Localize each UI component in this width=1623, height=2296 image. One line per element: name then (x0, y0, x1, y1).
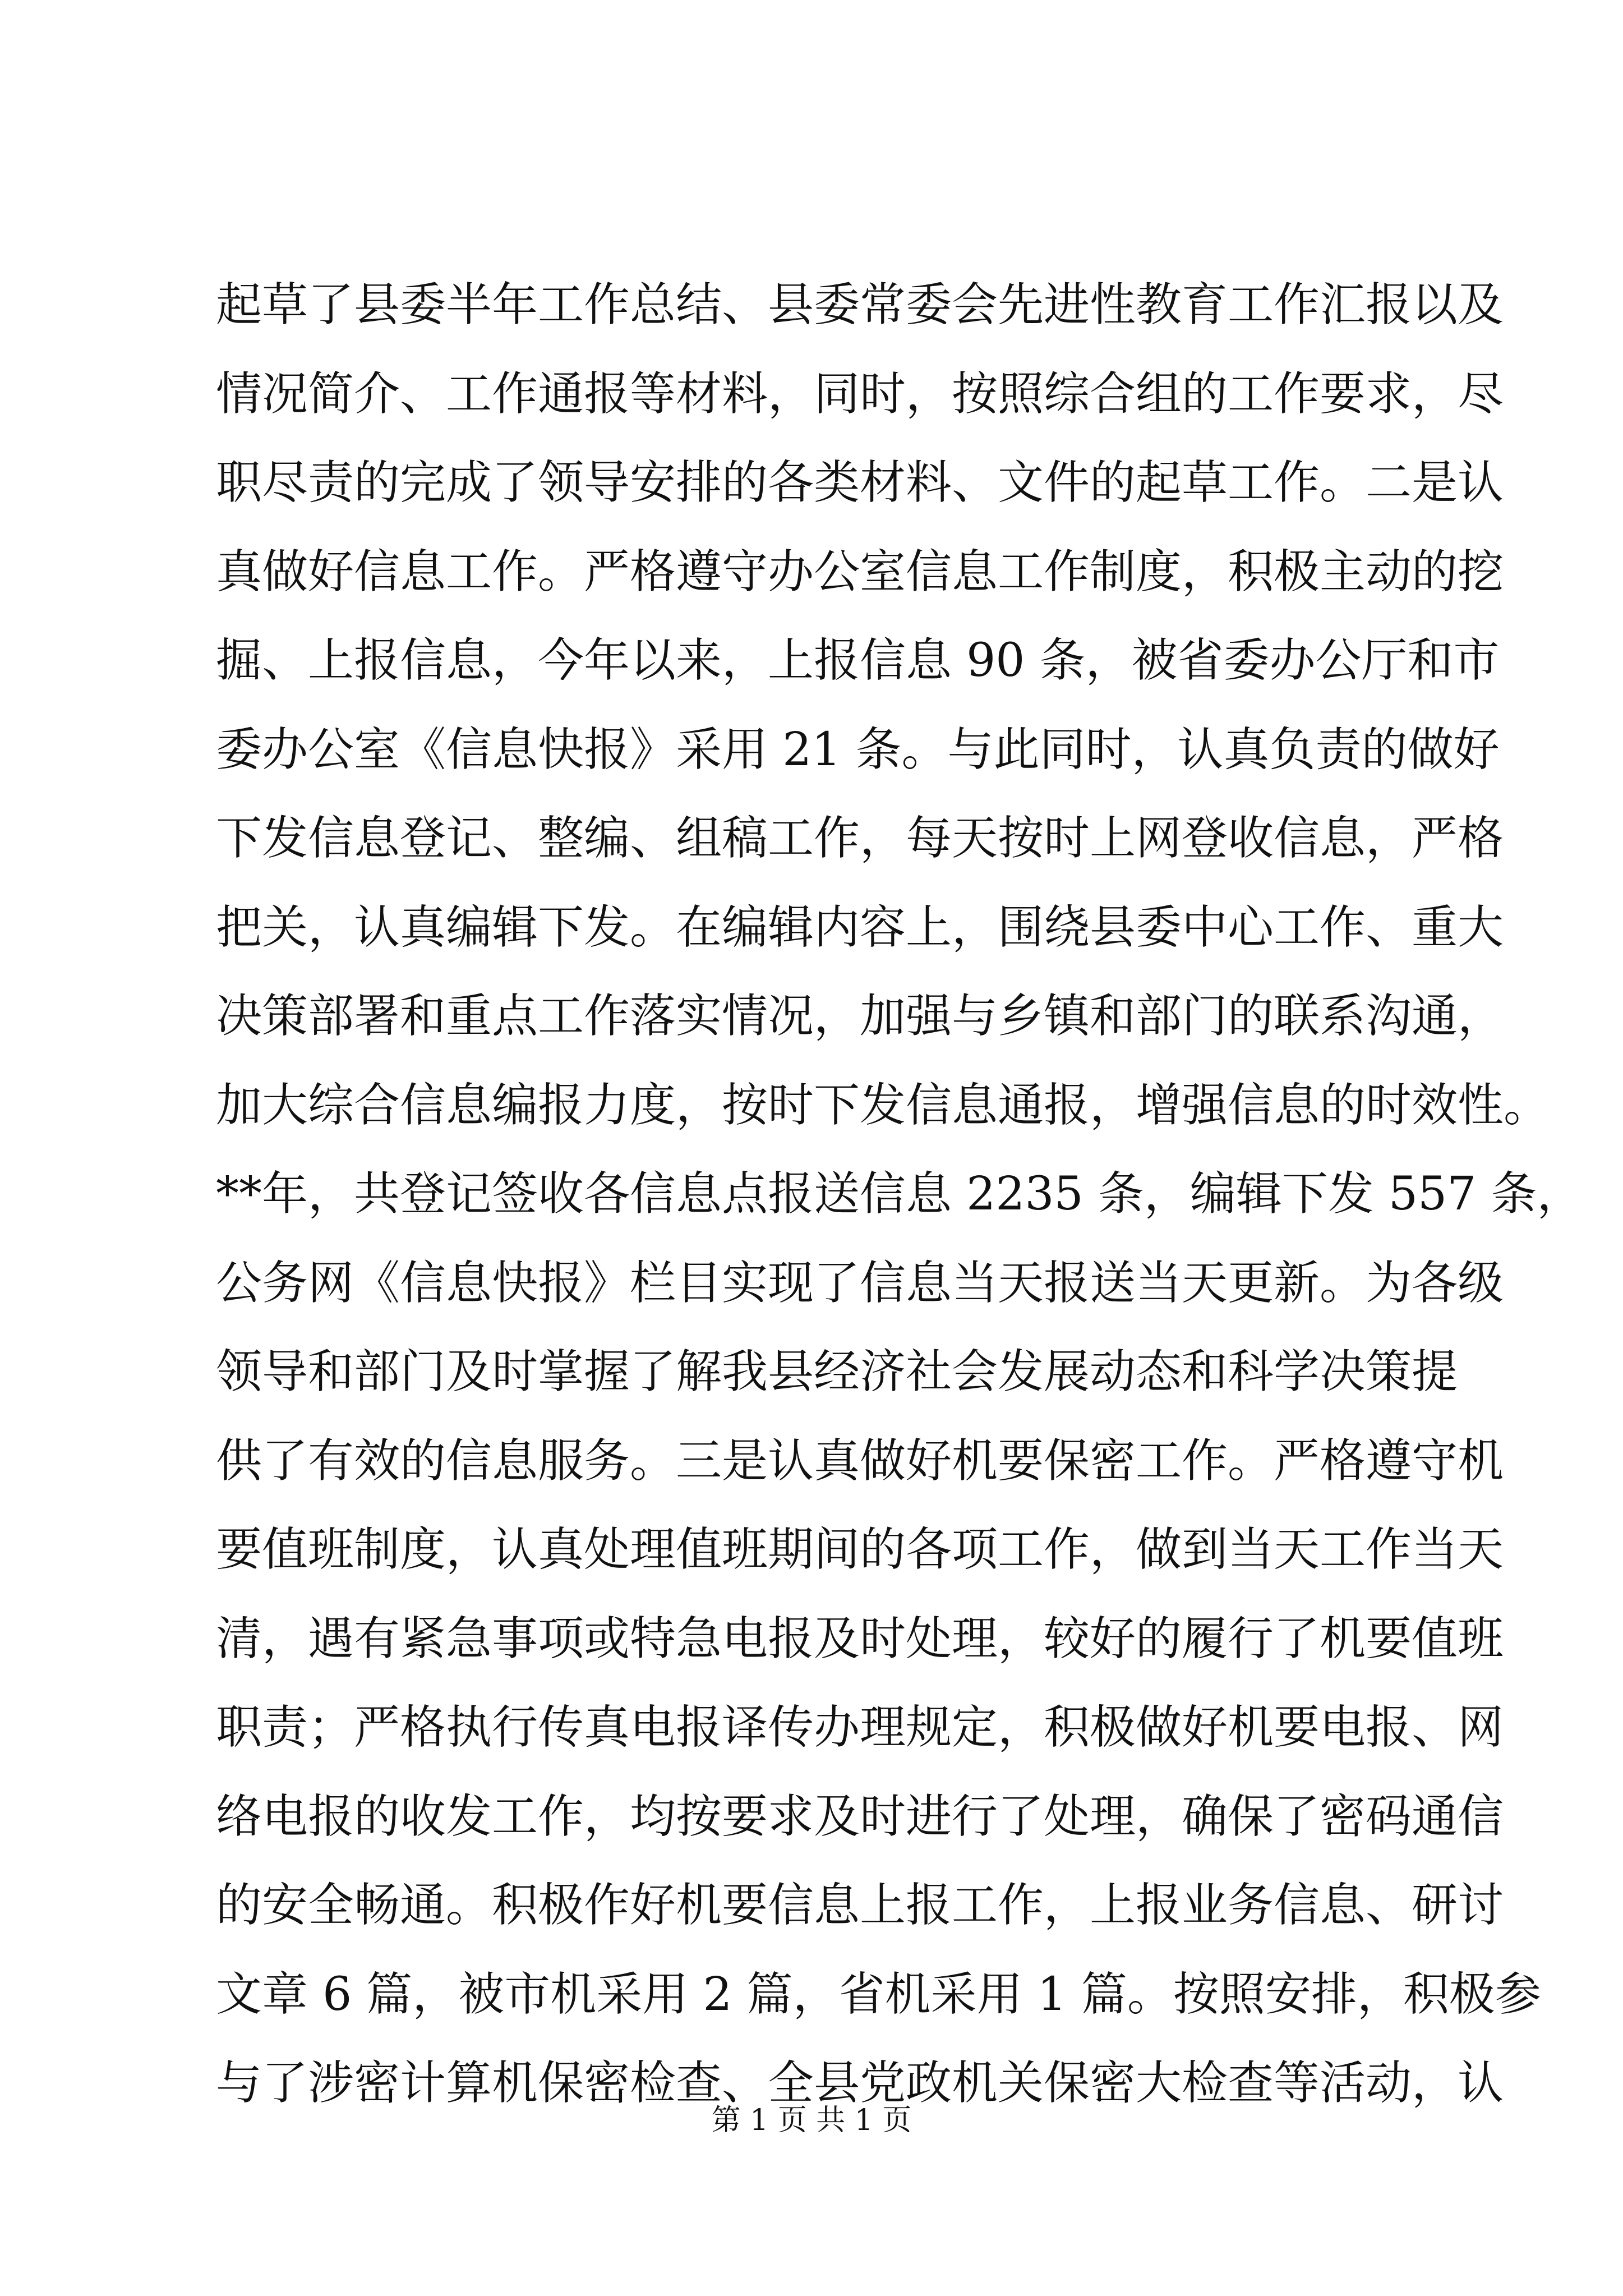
text-line-10: 加大综合信息编报力度，按时下发信息通报，增强信息的时效性。 (216, 1078, 1550, 1132)
text-line-2: 情况简介、工作通报等材料，同时，按照综合组的工作要求，尽 (216, 367, 1504, 421)
text-line-4: 真做好信息工作。严格遵守办公室信息工作制度，积极主动的挖 (216, 545, 1504, 599)
text-line-12: 公务网《信息快报》栏目实现了信息当天报送当天更新。为各级 (216, 1256, 1504, 1310)
text-line-9: 决策部署和重点工作落实情况，加强与乡镇和部门的联系沟通， (216, 990, 1504, 1043)
text-line-11: **年，共登记签收各信息点报送信息 2235 条，编辑下发 557 条， (216, 1167, 1583, 1221)
text-line-3: 职尽责的完成了领导安排的各类材料、文件的起草工作。二是认 (216, 456, 1504, 509)
text-line-17: 职责；严格执行传真电报译传办理规定，积极做好机要电报、网 (216, 1701, 1504, 1754)
text-line-6: 委办公室《信息快报》采用 21 条。与此同时，认真负责的做好 (216, 723, 1500, 776)
text-line-16: 清，遇有紧急事项或特急电报及时处理，较好的履行了机要值班 (216, 1612, 1504, 1665)
text-line-5: 掘、上报信息，今年以来，上报信息 90 条，被省委办公厅和市 (216, 634, 1500, 687)
text-line-13: 领导和部门及时掌握了解我县经济社会发展动态和科学决策提 (216, 1345, 1458, 1398)
text-line-8: 把关，认真编辑下发。在编辑内容上，围绕县委中心工作、重大 (216, 900, 1504, 954)
text-line-20: 文章 6 篇，被市机采用 2 篇，省机采用 1 篇。按照安排，积极参 (216, 1967, 1541, 2021)
text-line-1: 起草了县委半年工作总结、县委常委会先进性教育工作汇报以及 (216, 278, 1504, 332)
page-number-label: 第 1 页 共 1 页 (711, 2104, 912, 2137)
document-body (216, 261, 1583, 2128)
text-line-15: 要值班制度，认真处理值班期间的各项工作，做到当天工作当天 (216, 1523, 1504, 1576)
text-line-18: 络电报的收发工作，均按要求及时进行了处理，确保了密码通信 (216, 1789, 1504, 1843)
text-line-19: 的安全畅通。积极作好机要信息上报工作，上报业务信息、研讨 (216, 1879, 1504, 1932)
text-line-14: 供了有效的信息服务。三是认真做好机要保密工作。严格遵守机 (216, 1434, 1504, 1488)
text-line-21: 与了涉密计算机保密检查、全县党政机关保密大检查等活动，认 (216, 2056, 1504, 2110)
page-footer (0, 2101, 1623, 2140)
text-line-7: 下发信息登记、整编、组稿工作，每天按时上网登收信息，严格 (216, 812, 1504, 865)
